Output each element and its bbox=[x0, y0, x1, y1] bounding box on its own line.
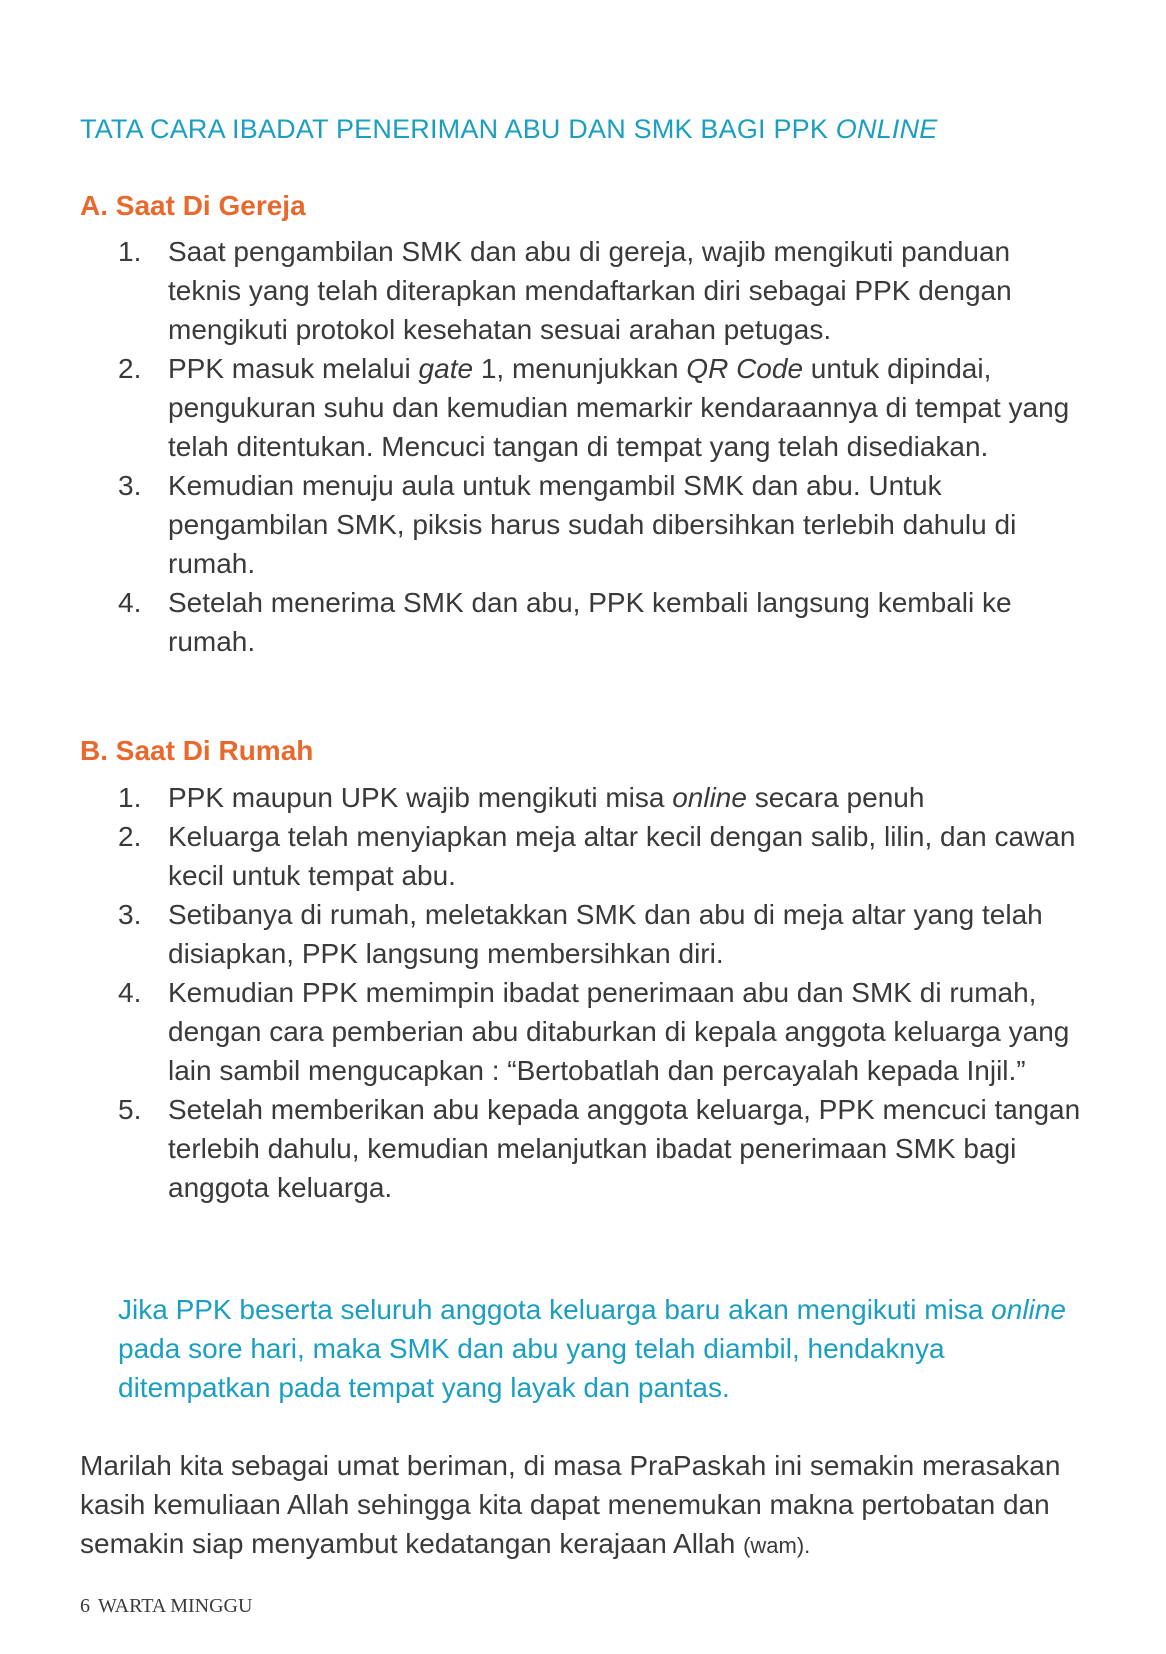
item-text: Setelah memberikan abu kepada anggota keluarga, PPK mencuci tangan terlebih dahulu, kemudian melanjutkan ibadat penerimaan SMK bagi anggota keluarga. bbox=[168, 1094, 1081, 1203]
list-item bbox=[80, 1090, 1090, 1207]
section-b-heading: B. Saat Di Rumah bbox=[80, 735, 314, 766]
closing-paragraph bbox=[80, 1446, 1120, 1565]
item-text: 1, menunjukkan bbox=[473, 353, 687, 384]
page-number: 6 bbox=[80, 1595, 90, 1617]
item-number: 3. bbox=[118, 470, 142, 501]
item-text: Setibanya di rumah, meletakkan SMK dan abu di meja altar yang telah disiapkan, PPK langsung membersihkan diri. bbox=[168, 899, 1043, 969]
item-text: Kemudian menuju aula untuk mengambil SMK dan abu. Untuk pengambilan SMK, piksis harus sudah dibersihkan terlebih dahulu di rumah. bbox=[168, 470, 1017, 579]
list-item bbox=[80, 349, 1090, 466]
list-item bbox=[80, 973, 1090, 1090]
list-item bbox=[80, 778, 1090, 817]
list-item bbox=[80, 583, 1090, 661]
list-item bbox=[80, 817, 1090, 895]
item-number: 4. bbox=[118, 977, 142, 1008]
item-text: Kemudian PPK memimpin ibadat penerimaan abu dan SMK di rumah, dengan cara pemberian abu ditaburkan di kepala anggota keluarga yang lain sambil mengucapkan : “Bertobatlah dan percayalah kepada Injil.” bbox=[168, 977, 1070, 1086]
item-number: 2. bbox=[118, 353, 142, 384]
item-number: 4. bbox=[118, 587, 142, 618]
item-text: Setelah menerima SMK dan abu, PPK kembali langsung kembali ke rumah. bbox=[168, 587, 1012, 657]
item-text: Saat pengambilan SMK dan abu di gereja, wajib mengikuti panduan teknis yang telah diterapkan mendaftarkan diri sebagai PPK dengan mengikuti protokol kesehatan sesuai arahan petugas. bbox=[168, 236, 1012, 345]
item-number: 3. bbox=[118, 899, 142, 930]
item-number: 5. bbox=[118, 1094, 142, 1125]
page-title bbox=[80, 114, 938, 145]
section-b-list bbox=[80, 778, 1090, 1207]
item-text: untuk dipindai, pengukuran suhu dan kemudian memarkir kendaraannya di tempat yang telah ditentukan. Mencuci tangan di tempat yang telah disediakan. bbox=[168, 353, 1070, 462]
item-number: 1. bbox=[118, 782, 142, 813]
note-text: Jika PPK beserta seluruh anggota keluarga baru akan mengikuti misa bbox=[118, 1294, 992, 1325]
item-italic-qr-code: QR Code bbox=[686, 353, 804, 384]
publication-name: WARTA MINGGU bbox=[98, 1595, 253, 1617]
author-initials: (wam). bbox=[743, 1533, 811, 1558]
list-item bbox=[80, 895, 1090, 973]
item-italic-gate: gate bbox=[418, 353, 474, 384]
note-italic-online: online bbox=[991, 1294, 1066, 1325]
item-italic-online: online bbox=[672, 782, 747, 813]
item-text: PPK maupun UPK wajib mengikuti misa bbox=[168, 782, 673, 813]
page-footer bbox=[80, 1595, 252, 1618]
item-number: 2. bbox=[118, 821, 142, 852]
closing-text: Marilah kita sebagai umat beriman, di masa PraPaskah ini semakin merasakan kasih kemuliaan Allah sehingga kita dapat menemukan makna pertobatan dan semakin siap menyambut kedatangan kerajaan Allah bbox=[80, 1450, 1061, 1559]
item-text: Keluarga telah menyiapkan meja altar kecil dengan salib, lilin, dan cawan kecil untuk tempat abu. bbox=[168, 821, 1076, 891]
section-a-heading: A. Saat Di Gereja bbox=[80, 190, 306, 221]
item-text: PPK masuk melalui bbox=[168, 353, 419, 384]
item-text: secara penuh bbox=[746, 782, 925, 813]
list-item bbox=[80, 466, 1090, 583]
highlight-note bbox=[118, 1290, 1098, 1407]
title-main: TATA CARA IBADAT PENERIMAN ABU DAN SMK BAGI PPK bbox=[80, 114, 836, 144]
note-text: pada sore hari, maka SMK dan abu yang telah diambil, hendaknya ditempatkan pada tempat yang layak dan pantas. bbox=[118, 1333, 945, 1403]
item-number: 1. bbox=[118, 236, 142, 267]
list-item bbox=[80, 232, 1090, 349]
section-a-list bbox=[80, 232, 1090, 661]
title-italic: ONLINE bbox=[835, 114, 938, 144]
